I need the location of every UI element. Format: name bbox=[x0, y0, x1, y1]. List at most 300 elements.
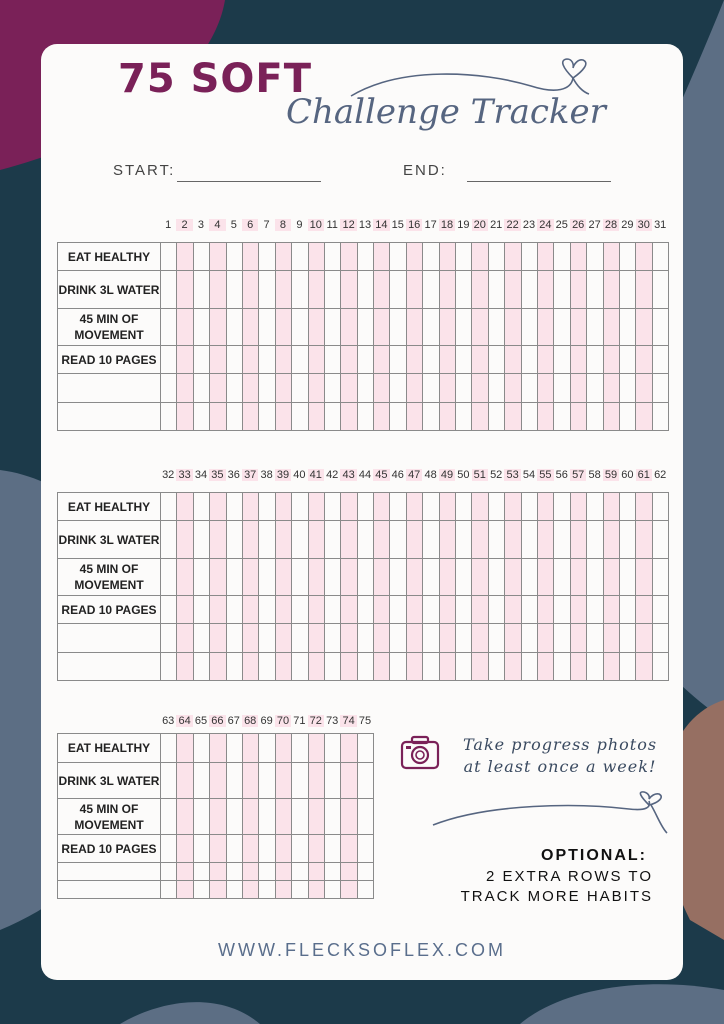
day-checkbox[interactable] bbox=[177, 863, 193, 881]
day-checkbox[interactable] bbox=[292, 309, 308, 346]
day-checkbox[interactable] bbox=[521, 271, 537, 309]
day-checkbox[interactable] bbox=[652, 374, 668, 403]
day-checkbox[interactable] bbox=[357, 624, 373, 653]
day-checkbox[interactable] bbox=[472, 271, 488, 309]
day-checkbox[interactable] bbox=[390, 521, 406, 559]
day-checkbox[interactable] bbox=[226, 374, 242, 403]
day-checkbox[interactable] bbox=[554, 596, 570, 624]
day-checkbox[interactable] bbox=[226, 881, 242, 899]
day-checkbox[interactable] bbox=[161, 493, 177, 521]
day-checkbox[interactable] bbox=[357, 374, 373, 403]
day-checkbox[interactable] bbox=[308, 521, 324, 559]
day-checkbox[interactable] bbox=[357, 734, 373, 763]
day-checkbox[interactable] bbox=[324, 243, 340, 271]
day-checkbox[interactable] bbox=[505, 653, 521, 681]
day-checkbox[interactable] bbox=[488, 243, 504, 271]
day-checkbox[interactable] bbox=[161, 309, 177, 346]
day-checkbox[interactable] bbox=[554, 521, 570, 559]
day-checkbox[interactable] bbox=[226, 403, 242, 431]
day-checkbox[interactable] bbox=[177, 881, 193, 899]
day-checkbox[interactable] bbox=[439, 309, 455, 346]
day-checkbox[interactable] bbox=[554, 374, 570, 403]
day-checkbox[interactable] bbox=[505, 271, 521, 309]
day-checkbox[interactable] bbox=[275, 493, 291, 521]
day-checkbox[interactable] bbox=[242, 835, 258, 863]
day-checkbox[interactable] bbox=[456, 309, 472, 346]
day-checkbox[interactable] bbox=[406, 493, 422, 521]
day-checkbox[interactable] bbox=[193, 863, 209, 881]
day-checkbox[interactable] bbox=[472, 653, 488, 681]
day-checkbox[interactable] bbox=[161, 863, 177, 881]
day-checkbox[interactable] bbox=[554, 346, 570, 374]
day-checkbox[interactable] bbox=[259, 493, 275, 521]
day-checkbox[interactable] bbox=[505, 309, 521, 346]
day-checkbox[interactable] bbox=[554, 559, 570, 596]
day-checkbox[interactable] bbox=[226, 835, 242, 863]
day-checkbox[interactable] bbox=[570, 624, 586, 653]
day-checkbox[interactable] bbox=[324, 653, 340, 681]
day-checkbox[interactable] bbox=[210, 763, 226, 799]
day-checkbox[interactable] bbox=[242, 596, 258, 624]
day-checkbox[interactable] bbox=[390, 596, 406, 624]
day-checkbox[interactable] bbox=[505, 403, 521, 431]
day-checkbox[interactable] bbox=[439, 271, 455, 309]
day-checkbox[interactable] bbox=[521, 403, 537, 431]
day-checkbox[interactable] bbox=[308, 271, 324, 309]
day-checkbox[interactable] bbox=[210, 243, 226, 271]
day-checkbox[interactable] bbox=[210, 863, 226, 881]
day-checkbox[interactable] bbox=[292, 493, 308, 521]
day-checkbox[interactable] bbox=[423, 493, 439, 521]
day-checkbox[interactable] bbox=[652, 559, 668, 596]
day-checkbox[interactable] bbox=[390, 403, 406, 431]
day-checkbox[interactable] bbox=[341, 493, 357, 521]
day-checkbox[interactable] bbox=[603, 596, 619, 624]
day-checkbox[interactable] bbox=[177, 653, 193, 681]
day-checkbox[interactable] bbox=[275, 243, 291, 271]
day-checkbox[interactable] bbox=[161, 346, 177, 374]
day-checkbox[interactable] bbox=[537, 493, 553, 521]
day-checkbox[interactable] bbox=[275, 374, 291, 403]
day-checkbox[interactable] bbox=[603, 309, 619, 346]
day-checkbox[interactable] bbox=[242, 799, 258, 835]
day-checkbox[interactable] bbox=[488, 403, 504, 431]
day-checkbox[interactable] bbox=[161, 559, 177, 596]
day-checkbox[interactable] bbox=[439, 243, 455, 271]
day-checkbox[interactable] bbox=[226, 346, 242, 374]
day-checkbox[interactable] bbox=[324, 309, 340, 346]
day-checkbox[interactable] bbox=[439, 653, 455, 681]
day-checkbox[interactable] bbox=[161, 596, 177, 624]
day-checkbox[interactable] bbox=[357, 271, 373, 309]
website-footer[interactable]: WWW.FLECKSOFLEX.COM bbox=[217, 940, 506, 960]
day-checkbox[interactable] bbox=[423, 653, 439, 681]
day-checkbox[interactable] bbox=[226, 596, 242, 624]
day-checkbox[interactable] bbox=[521, 596, 537, 624]
day-checkbox[interactable] bbox=[161, 624, 177, 653]
day-checkbox[interactable] bbox=[210, 881, 226, 899]
day-checkbox[interactable] bbox=[439, 624, 455, 653]
day-checkbox[interactable] bbox=[341, 653, 357, 681]
day-checkbox[interactable] bbox=[390, 559, 406, 596]
day-checkbox[interactable] bbox=[259, 521, 275, 559]
day-checkbox[interactable] bbox=[275, 596, 291, 624]
day-checkbox[interactable] bbox=[259, 734, 275, 763]
day-checkbox[interactable] bbox=[406, 243, 422, 271]
day-checkbox[interactable] bbox=[423, 346, 439, 374]
day-checkbox[interactable] bbox=[636, 374, 652, 403]
day-checkbox[interactable] bbox=[161, 763, 177, 799]
day-checkbox[interactable] bbox=[537, 309, 553, 346]
day-checkbox[interactable] bbox=[587, 374, 603, 403]
day-checkbox[interactable] bbox=[439, 596, 455, 624]
day-checkbox[interactable] bbox=[177, 403, 193, 431]
day-checkbox[interactable] bbox=[275, 309, 291, 346]
day-checkbox[interactable] bbox=[537, 521, 553, 559]
day-checkbox[interactable] bbox=[488, 596, 504, 624]
day-checkbox[interactable] bbox=[423, 403, 439, 431]
day-checkbox[interactable] bbox=[488, 559, 504, 596]
day-checkbox[interactable] bbox=[357, 243, 373, 271]
day-checkbox[interactable] bbox=[210, 309, 226, 346]
day-checkbox[interactable] bbox=[390, 374, 406, 403]
day-checkbox[interactable] bbox=[259, 309, 275, 346]
day-checkbox[interactable] bbox=[439, 493, 455, 521]
day-checkbox[interactable] bbox=[505, 559, 521, 596]
day-checkbox[interactable] bbox=[488, 493, 504, 521]
day-checkbox[interactable] bbox=[423, 624, 439, 653]
day-checkbox[interactable] bbox=[210, 403, 226, 431]
day-checkbox[interactable] bbox=[505, 346, 521, 374]
day-checkbox[interactable] bbox=[357, 596, 373, 624]
day-checkbox[interactable] bbox=[374, 653, 390, 681]
day-checkbox[interactable] bbox=[226, 521, 242, 559]
day-checkbox[interactable] bbox=[242, 734, 258, 763]
day-checkbox[interactable] bbox=[488, 374, 504, 403]
day-checkbox[interactable] bbox=[652, 493, 668, 521]
day-checkbox[interactable] bbox=[161, 734, 177, 763]
day-checkbox[interactable] bbox=[259, 271, 275, 309]
day-checkbox[interactable] bbox=[587, 653, 603, 681]
day-checkbox[interactable] bbox=[570, 403, 586, 431]
day-checkbox[interactable] bbox=[619, 403, 635, 431]
day-checkbox[interactable] bbox=[193, 243, 209, 271]
day-checkbox[interactable] bbox=[275, 863, 291, 881]
day-checkbox[interactable] bbox=[619, 243, 635, 271]
day-checkbox[interactable] bbox=[210, 346, 226, 374]
day-checkbox[interactable] bbox=[324, 521, 340, 559]
day-checkbox[interactable] bbox=[390, 653, 406, 681]
day-checkbox[interactable] bbox=[161, 881, 177, 899]
day-checkbox[interactable] bbox=[636, 243, 652, 271]
day-checkbox[interactable] bbox=[406, 521, 422, 559]
day-checkbox[interactable] bbox=[636, 309, 652, 346]
day-checkbox[interactable] bbox=[177, 271, 193, 309]
day-checkbox[interactable] bbox=[275, 835, 291, 863]
day-checkbox[interactable] bbox=[242, 881, 258, 899]
day-checkbox[interactable] bbox=[341, 346, 357, 374]
day-checkbox[interactable] bbox=[259, 653, 275, 681]
day-checkbox[interactable] bbox=[587, 493, 603, 521]
day-checkbox[interactable] bbox=[259, 624, 275, 653]
day-checkbox[interactable] bbox=[357, 881, 373, 899]
day-checkbox[interactable] bbox=[423, 271, 439, 309]
day-checkbox[interactable] bbox=[161, 653, 177, 681]
day-checkbox[interactable] bbox=[587, 403, 603, 431]
day-checkbox[interactable] bbox=[292, 559, 308, 596]
day-checkbox[interactable] bbox=[341, 596, 357, 624]
day-checkbox[interactable] bbox=[193, 374, 209, 403]
day-checkbox[interactable] bbox=[275, 346, 291, 374]
day-checkbox[interactable] bbox=[193, 521, 209, 559]
day-checkbox[interactable] bbox=[341, 374, 357, 403]
day-checkbox[interactable] bbox=[374, 374, 390, 403]
day-checkbox[interactable] bbox=[521, 653, 537, 681]
day-checkbox[interactable] bbox=[521, 559, 537, 596]
day-checkbox[interactable] bbox=[324, 799, 340, 835]
day-checkbox[interactable] bbox=[636, 403, 652, 431]
day-checkbox[interactable] bbox=[456, 346, 472, 374]
day-checkbox[interactable] bbox=[619, 493, 635, 521]
day-checkbox[interactable] bbox=[374, 309, 390, 346]
day-checkbox[interactable] bbox=[308, 243, 324, 271]
day-checkbox[interactable] bbox=[472, 374, 488, 403]
day-checkbox[interactable] bbox=[390, 624, 406, 653]
day-checkbox[interactable] bbox=[177, 559, 193, 596]
day-checkbox[interactable] bbox=[603, 403, 619, 431]
day-checkbox[interactable] bbox=[587, 309, 603, 346]
day-checkbox[interactable] bbox=[242, 624, 258, 653]
day-checkbox[interactable] bbox=[603, 653, 619, 681]
day-checkbox[interactable] bbox=[226, 763, 242, 799]
day-checkbox[interactable] bbox=[472, 243, 488, 271]
day-checkbox[interactable] bbox=[537, 653, 553, 681]
day-checkbox[interactable] bbox=[324, 559, 340, 596]
day-checkbox[interactable] bbox=[275, 763, 291, 799]
day-checkbox[interactable] bbox=[210, 521, 226, 559]
day-checkbox[interactable] bbox=[472, 624, 488, 653]
day-checkbox[interactable] bbox=[242, 559, 258, 596]
day-checkbox[interactable] bbox=[652, 521, 668, 559]
day-checkbox[interactable] bbox=[226, 309, 242, 346]
day-checkbox[interactable] bbox=[292, 624, 308, 653]
day-checkbox[interactable] bbox=[472, 309, 488, 346]
day-checkbox[interactable] bbox=[292, 881, 308, 899]
day-checkbox[interactable] bbox=[505, 493, 521, 521]
day-checkbox[interactable] bbox=[603, 493, 619, 521]
day-checkbox[interactable] bbox=[423, 521, 439, 559]
day-checkbox[interactable] bbox=[324, 403, 340, 431]
day-checkbox[interactable] bbox=[603, 243, 619, 271]
day-checkbox[interactable] bbox=[439, 559, 455, 596]
day-checkbox[interactable] bbox=[193, 763, 209, 799]
day-checkbox[interactable] bbox=[537, 624, 553, 653]
day-checkbox[interactable] bbox=[210, 734, 226, 763]
day-checkbox[interactable] bbox=[341, 403, 357, 431]
day-checkbox[interactable] bbox=[570, 271, 586, 309]
day-checkbox[interactable] bbox=[193, 881, 209, 899]
day-checkbox[interactable] bbox=[210, 271, 226, 309]
day-checkbox[interactable] bbox=[603, 271, 619, 309]
day-checkbox[interactable] bbox=[308, 653, 324, 681]
day-checkbox[interactable] bbox=[488, 653, 504, 681]
day-checkbox[interactable] bbox=[226, 863, 242, 881]
day-checkbox[interactable] bbox=[292, 271, 308, 309]
day-checkbox[interactable] bbox=[357, 835, 373, 863]
day-checkbox[interactable] bbox=[406, 403, 422, 431]
day-checkbox[interactable] bbox=[619, 309, 635, 346]
day-checkbox[interactable] bbox=[619, 559, 635, 596]
day-checkbox[interactable] bbox=[177, 346, 193, 374]
day-checkbox[interactable] bbox=[357, 653, 373, 681]
day-checkbox[interactable] bbox=[374, 559, 390, 596]
day-checkbox[interactable] bbox=[324, 835, 340, 863]
day-checkbox[interactable] bbox=[603, 374, 619, 403]
day-checkbox[interactable] bbox=[341, 863, 357, 881]
day-checkbox[interactable] bbox=[423, 243, 439, 271]
day-checkbox[interactable] bbox=[357, 863, 373, 881]
day-checkbox[interactable] bbox=[242, 271, 258, 309]
start-line[interactable] bbox=[177, 181, 321, 182]
day-checkbox[interactable] bbox=[242, 521, 258, 559]
day-checkbox[interactable] bbox=[439, 521, 455, 559]
day-checkbox[interactable] bbox=[570, 653, 586, 681]
day-checkbox[interactable] bbox=[537, 596, 553, 624]
day-checkbox[interactable] bbox=[587, 559, 603, 596]
day-checkbox[interactable] bbox=[456, 243, 472, 271]
day-checkbox[interactable] bbox=[537, 346, 553, 374]
day-checkbox[interactable] bbox=[636, 559, 652, 596]
day-checkbox[interactable] bbox=[324, 374, 340, 403]
day-checkbox[interactable] bbox=[177, 374, 193, 403]
day-checkbox[interactable] bbox=[193, 559, 209, 596]
day-checkbox[interactable] bbox=[406, 346, 422, 374]
day-checkbox[interactable] bbox=[193, 624, 209, 653]
day-checkbox[interactable] bbox=[587, 346, 603, 374]
day-checkbox[interactable] bbox=[341, 881, 357, 899]
day-checkbox[interactable] bbox=[193, 653, 209, 681]
day-checkbox[interactable] bbox=[292, 863, 308, 881]
day-checkbox[interactable] bbox=[374, 596, 390, 624]
day-checkbox[interactable] bbox=[341, 243, 357, 271]
day-checkbox[interactable] bbox=[472, 521, 488, 559]
day-checkbox[interactable] bbox=[488, 521, 504, 559]
day-checkbox[interactable] bbox=[423, 374, 439, 403]
day-checkbox[interactable] bbox=[472, 559, 488, 596]
day-checkbox[interactable] bbox=[210, 799, 226, 835]
day-checkbox[interactable] bbox=[587, 521, 603, 559]
day-checkbox[interactable] bbox=[193, 799, 209, 835]
day-checkbox[interactable] bbox=[242, 403, 258, 431]
day-checkbox[interactable] bbox=[636, 624, 652, 653]
day-checkbox[interactable] bbox=[374, 624, 390, 653]
day-checkbox[interactable] bbox=[292, 835, 308, 863]
day-checkbox[interactable] bbox=[308, 403, 324, 431]
day-checkbox[interactable] bbox=[357, 763, 373, 799]
day-checkbox[interactable] bbox=[275, 624, 291, 653]
day-checkbox[interactable] bbox=[406, 374, 422, 403]
day-checkbox[interactable] bbox=[652, 346, 668, 374]
day-checkbox[interactable] bbox=[226, 559, 242, 596]
day-checkbox[interactable] bbox=[423, 596, 439, 624]
day-checkbox[interactable] bbox=[308, 799, 324, 835]
day-checkbox[interactable] bbox=[357, 559, 373, 596]
day-checkbox[interactable] bbox=[619, 521, 635, 559]
day-checkbox[interactable] bbox=[308, 374, 324, 403]
day-checkbox[interactable] bbox=[456, 596, 472, 624]
day-checkbox[interactable] bbox=[554, 309, 570, 346]
day-checkbox[interactable] bbox=[439, 374, 455, 403]
day-checkbox[interactable] bbox=[439, 403, 455, 431]
day-checkbox[interactable] bbox=[456, 403, 472, 431]
day-checkbox[interactable] bbox=[456, 559, 472, 596]
day-checkbox[interactable] bbox=[242, 374, 258, 403]
day-checkbox[interactable] bbox=[537, 559, 553, 596]
day-checkbox[interactable] bbox=[456, 624, 472, 653]
day-checkbox[interactable] bbox=[554, 653, 570, 681]
day-checkbox[interactable] bbox=[603, 346, 619, 374]
day-checkbox[interactable] bbox=[374, 271, 390, 309]
day-checkbox[interactable] bbox=[603, 521, 619, 559]
day-checkbox[interactable] bbox=[177, 835, 193, 863]
end-line[interactable] bbox=[467, 181, 611, 182]
day-checkbox[interactable] bbox=[292, 799, 308, 835]
day-checkbox[interactable] bbox=[292, 763, 308, 799]
day-checkbox[interactable] bbox=[292, 596, 308, 624]
day-checkbox[interactable] bbox=[193, 271, 209, 309]
day-checkbox[interactable] bbox=[210, 559, 226, 596]
day-checkbox[interactable] bbox=[177, 493, 193, 521]
day-checkbox[interactable] bbox=[554, 624, 570, 653]
day-checkbox[interactable] bbox=[275, 881, 291, 899]
day-checkbox[interactable] bbox=[390, 243, 406, 271]
day-checkbox[interactable] bbox=[259, 863, 275, 881]
day-checkbox[interactable] bbox=[210, 596, 226, 624]
day-checkbox[interactable] bbox=[177, 624, 193, 653]
day-checkbox[interactable] bbox=[570, 243, 586, 271]
day-checkbox[interactable] bbox=[308, 835, 324, 863]
day-checkbox[interactable] bbox=[341, 835, 357, 863]
day-checkbox[interactable] bbox=[505, 243, 521, 271]
day-checkbox[interactable] bbox=[374, 346, 390, 374]
day-checkbox[interactable] bbox=[161, 243, 177, 271]
day-checkbox[interactable] bbox=[603, 559, 619, 596]
day-checkbox[interactable] bbox=[275, 734, 291, 763]
day-checkbox[interactable] bbox=[521, 243, 537, 271]
day-checkbox[interactable] bbox=[390, 309, 406, 346]
day-checkbox[interactable] bbox=[161, 271, 177, 309]
day-checkbox[interactable] bbox=[275, 521, 291, 559]
day-checkbox[interactable] bbox=[308, 863, 324, 881]
day-checkbox[interactable] bbox=[619, 596, 635, 624]
day-checkbox[interactable] bbox=[242, 346, 258, 374]
day-checkbox[interactable] bbox=[636, 521, 652, 559]
day-checkbox[interactable] bbox=[242, 309, 258, 346]
day-checkbox[interactable] bbox=[423, 309, 439, 346]
day-checkbox[interactable] bbox=[341, 799, 357, 835]
day-checkbox[interactable] bbox=[472, 346, 488, 374]
day-checkbox[interactable] bbox=[292, 243, 308, 271]
day-checkbox[interactable] bbox=[210, 653, 226, 681]
day-checkbox[interactable] bbox=[177, 243, 193, 271]
day-checkbox[interactable] bbox=[619, 374, 635, 403]
day-checkbox[interactable] bbox=[554, 403, 570, 431]
day-checkbox[interactable] bbox=[488, 309, 504, 346]
day-checkbox[interactable] bbox=[308, 881, 324, 899]
day-checkbox[interactable] bbox=[324, 763, 340, 799]
day-checkbox[interactable] bbox=[488, 624, 504, 653]
day-checkbox[interactable] bbox=[374, 493, 390, 521]
